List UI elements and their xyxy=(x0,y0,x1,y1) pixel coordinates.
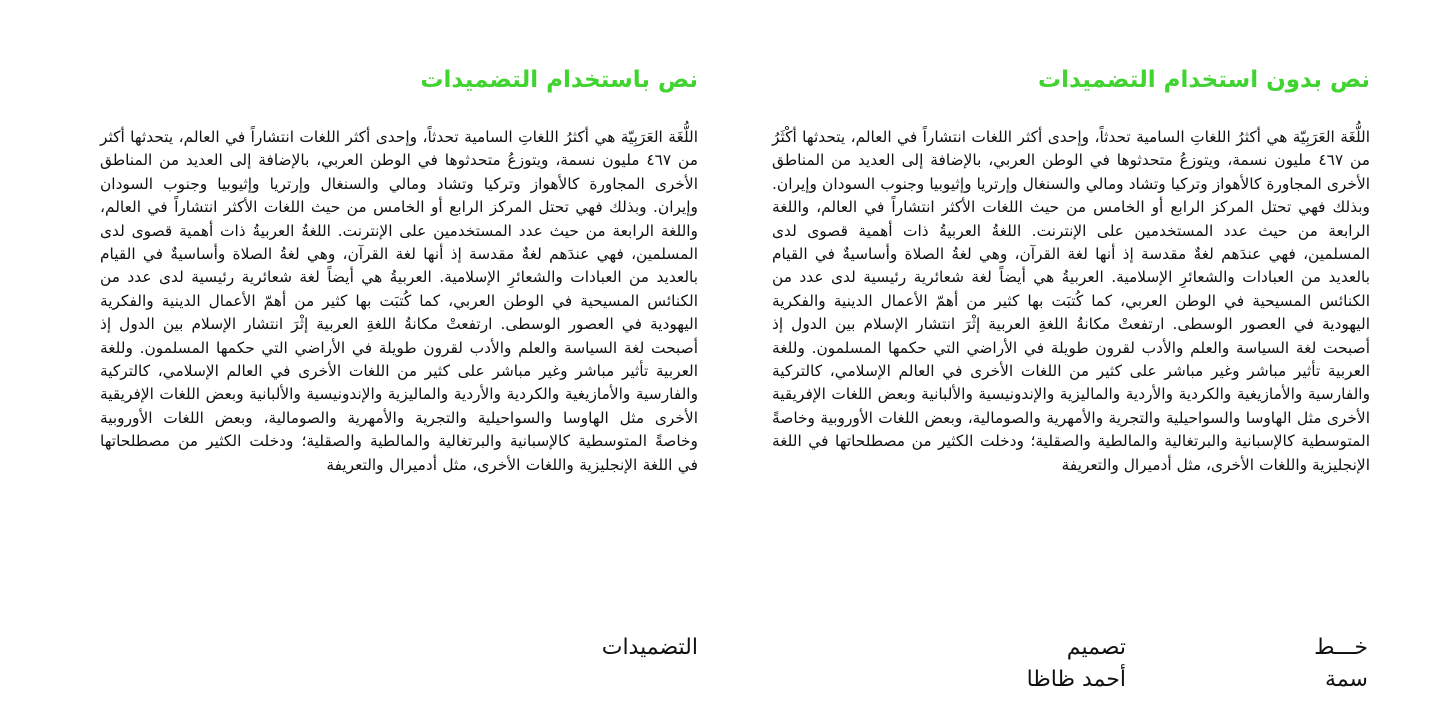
footer-font-label: خـــط xyxy=(1314,635,1368,660)
footer-font-name: سمة xyxy=(1325,667,1368,692)
column-title-without-kashida: نص بدون استخدام التضميدات xyxy=(1037,67,1370,93)
footer-font-info xyxy=(1248,632,1368,696)
footer-designer-name: أحمد ظاظا xyxy=(1026,667,1126,692)
column-title-with-kashida: نص باستخدام التضميدات xyxy=(420,67,698,93)
footer-mode-label: التضميدات xyxy=(601,635,698,660)
footer-mode-info xyxy=(398,632,698,664)
footer-design-label: تصميم xyxy=(1066,635,1126,660)
footer-design-info xyxy=(906,632,1126,696)
column-body-without-kashida: اللُّغَة العَرَبِيّة هي أكثرُ اللغاتِ السامية تحدثاً، وإحدى أكثر اللغات انتشاراً في العالم، يتحدثها أكْثَرُ من ٤٦٧ مليون نسمة، ويتوزعُ متحدثوها في الوطن العربي، بالإضافة إلى العديد من المناطق الأخرى المجاورة كالأهواز وتركيا وتشاد ومالي والسنغال وإرتريا وإثيوبيا وجنوب السودان وإيران. وبذلك فهي تحتل المركز الرابع أو الخامس من حيث اللغات الأكثر انتشاراً في العالم، واللغة الرابعة من حيث عدد المستخدمين على الإنترنت. اللغةُ العربيةُ ذات أهمية قصوى لدى المسلمين، فهي عندَهم لغةٌ مقدسة إذ أنها لغة القرآن، وهي لغةُ الصلاة وأساسيةٌ في القيام بالعديد من العبادات والشعائرِ الإسلامية. العربيةُ هي أيضاً لغة شعائرية رئيسية لدى عدد من الكنائس المسيحية في الوطن العربي، كما كُتبَت بها كثير من أهمّ الأعمال الدينية والفكرية اليهودية في العصور الوسطى. ارتفعتْ مكانةُ اللغةِ العربية إثْرَ انتشار الإسلام بين الدول إذ أصبحت لغة السياسة والعلم والأدب لقرون طويلة في الأراضي التي حكمها المسلمون. وللغة العربية تأثير مباشر وغير مباشر على كثير من اللغات الأخرى في العالم الإسلامي، كالتركية والفارسية والأمازيغية والكردية والأردية والماليزية والإندونيسية والألبانية وبعض اللغات الإفريقية الأخرى مثل الهاوسا والسواحيلية والتجرية والأمهرية والصومالية، وبعض اللغات الأوروبية وخاصةً المتوسطية كالإسبانية والبرتغالية والمالطية والصقلية؛ ودخلت الكثير من مصطلحاتها في اللغة الإنجليزية واللغات الأخرى، مثل أدميرال والتعريفة xyxy=(772,128,1370,474)
column-body-with-kashida: اللُّغَة العَرَبِيّة هي أكثرُ اللغاتِ السامية تحدثاً، وإحدى أكثر اللغات انتشاراً في العالم، يتحدثها أكثر من ٤٦٧ مليون نسمة، ويتوزعُ متحدثوها في الوطن العربي، بالإضافة إلى العديد من المناطق الأخرى المجاورة كالأهواز وتركيا وتشاد ومالي والسنغال وإرتريا وإثيوبيا وجنوب السودان وإيران. وبذلك فهي تحتل المركز الرابع أو الخامس من حيث اللغات الأكثر انتشاراً في العالم، واللغة الرابعة من حيث عدد المستخدمين على الإنترنت. اللغةُ العربيةُ ذات أهمية قصوى لدى المسلمين، فهي عندَهم لغةٌ مقدسة إذ أنها لغة القرآن، وهي لغةُ الصلاة وأساسيةٌ في القيام بالعديد من العبادات والشعائرِ الإسلامية. العربيةُ هي أيضاً لغة شعائرية رئيسية لدى عدد من الكنائس المسيحية في الوطن العربي، كما كُتبَت بها كثير من أهمّ الأعمال الدينية والفكرية اليهودية في العصور الوسطى. ارتفعتْ مكانةُ اللغةِ العربية إثْرَ انتشار الإسلام بين الدول إذ أصبحت لغة السياسة والعلم والأدب لقرون طويلة في الأراضي التي حكمها المسلمون. وللغة العربية تأثير مباشر وغير مباشر على كثير من اللغات الأخرى في العالم الإسلامي، كالتركية والفارسية والأمازيغية والكردية والأردية والماليزية والإندونيسية والألبانية وبعض اللغات الإفريقية الأخرى مثل الهاوسا والسواحيلية والتجرية والأمهرية والصومالية، وبعض اللغات الأوروبية وخاصةً المتوسطية كالإسبانية والبرتغالية والمالطية والصقلية؛ ودخلت الكثير من مصطلحاتها في اللغة الإنجليزية واللغات الأخرى، مثل أدميرال والتعريفة xyxy=(100,128,698,474)
text-without-kashida-column xyxy=(772,60,1370,477)
text-with-kashida-column xyxy=(100,60,698,477)
